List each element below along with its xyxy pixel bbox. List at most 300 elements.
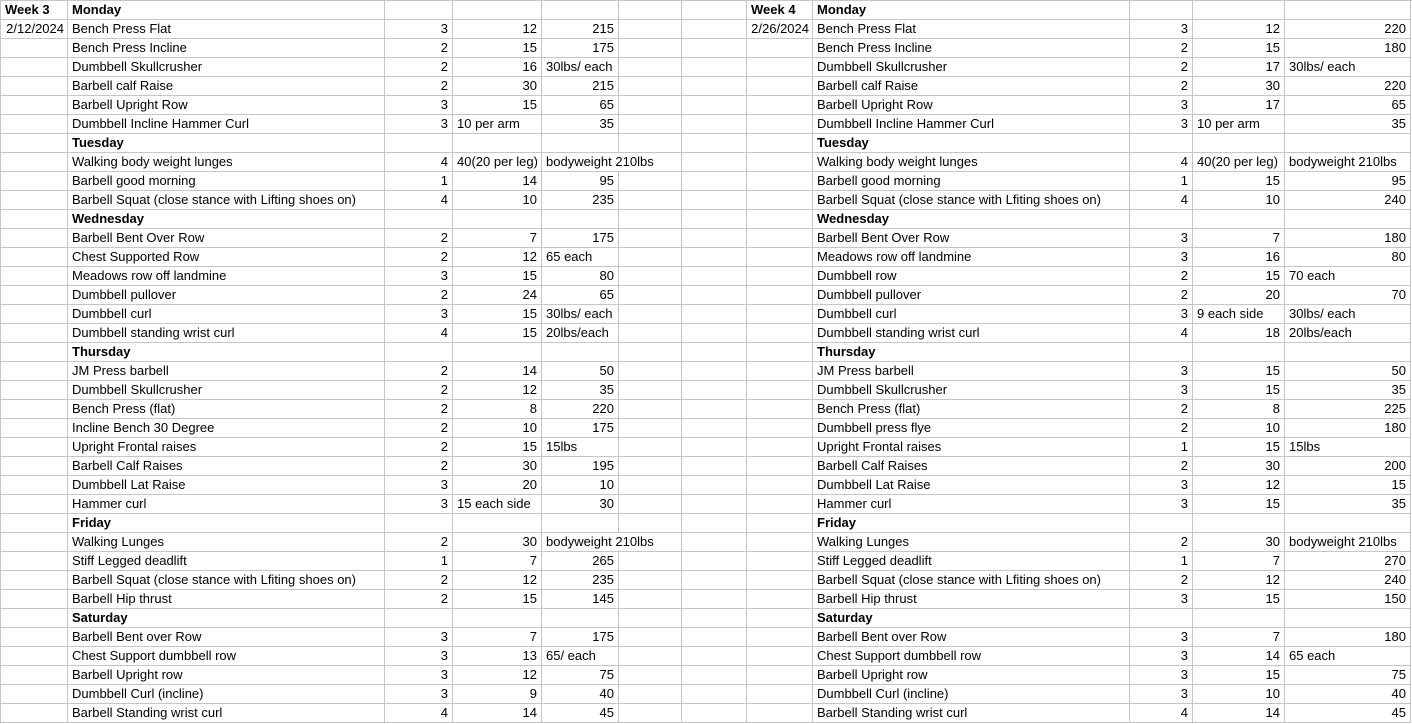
cell-day-header[interactable]: Thursday [68,343,385,362]
cell-reps[interactable]: 7 [1193,229,1285,248]
cell-gap-spacer[interactable] [682,286,747,305]
cell-reps[interactable]: 20 [453,476,542,495]
cell-reps[interactable]: 7 [1193,628,1285,647]
cell-reps[interactable]: 17 [1193,58,1285,77]
cell-sets[interactable]: 3 [1130,305,1193,324]
cell-exercise[interactable]: Upright Frontal raises [813,438,1130,457]
cell-reps[interactable]: 40(20 per leg) [1193,153,1285,172]
cell-sets[interactable]: 2 [385,457,453,476]
cell-reps[interactable] [453,514,542,533]
cell-sets[interactable]: 3 [1130,96,1193,115]
cell-day-header[interactable]: Tuesday [813,134,1130,153]
cell-spacer[interactable] [619,115,682,134]
cell-week-spacer[interactable] [1,248,68,267]
cell-gap-spacer[interactable] [682,476,747,495]
cell-weight[interactable]: 175 [542,419,619,438]
cell-reps[interactable]: 7 [453,552,542,571]
cell-exercise[interactable]: Stiff Legged deadlift [68,552,385,571]
cell-week-spacer[interactable] [1,419,68,438]
cell-day-header[interactable]: Thursday [813,343,1130,362]
cell-weight[interactable]: 65 [542,286,619,305]
cell-spacer[interactable] [619,20,682,39]
cell-gap-spacer[interactable] [682,704,747,723]
cell-exercise[interactable]: Barbell Upright Row [813,96,1130,115]
cell-weight[interactable]: 35 [542,381,619,400]
cell-week-spacer[interactable] [1,324,68,343]
cell-weight[interactable]: 220 [1285,77,1411,96]
cell-exercise[interactable]: Chest Support dumbbell row [68,647,385,666]
cell-week-spacer[interactable] [1,362,68,381]
cell-sets[interactable]: 3 [1130,115,1193,134]
cell-week-spacer[interactable] [747,286,813,305]
cell-sets[interactable]: 3 [1130,20,1193,39]
cell-week-spacer[interactable] [747,134,813,153]
cell-spacer[interactable] [619,609,682,628]
cell-exercise[interactable]: Dumbbell standing wrist curl [68,324,385,343]
cell-spacer[interactable] [619,495,682,514]
cell-weight[interactable]: 240 [1285,191,1411,210]
cell-sets[interactable]: 2 [385,77,453,96]
cell-week-spacer[interactable] [1,628,68,647]
cell-gap-spacer[interactable] [682,96,747,115]
cell-reps[interactable]: 30 [1193,457,1285,476]
cell-gap-spacer[interactable] [682,191,747,210]
cell-weight[interactable]: 45 [542,704,619,723]
cell-reps[interactable]: 24 [453,286,542,305]
cell-reps[interactable]: 15 each side [453,495,542,514]
cell-sets[interactable]: 2 [385,438,453,457]
cell-gap-spacer[interactable] [682,514,747,533]
cell-exercise[interactable]: Barbell Bent over Row [813,628,1130,647]
cell-weight[interactable]: 30lbs/ each [542,305,619,324]
cell-sets[interactable]: 3 [1130,248,1193,267]
cell-sets[interactable]: 3 [385,628,453,647]
cell-weight[interactable]: 35 [1285,381,1411,400]
cell-sets[interactable]: 1 [385,552,453,571]
cell-reps[interactable]: 7 [453,628,542,647]
cell-weight[interactable]: 30 [542,495,619,514]
cell-gap-spacer[interactable] [682,666,747,685]
cell-week-spacer[interactable] [1,609,68,628]
cell-spacer[interactable] [619,628,682,647]
cell-reps[interactable]: 10 [453,419,542,438]
cell-reps[interactable]: 40(20 per leg) [453,153,542,172]
cell-week-spacer[interactable] [1,172,68,191]
cell-weight[interactable]: 150 [1285,590,1411,609]
cell-reps[interactable] [453,210,542,229]
cell-week-label[interactable]: Week 4 [747,1,813,20]
cell-weight[interactable] [542,1,619,20]
cell-spacer[interactable] [619,457,682,476]
cell-reps[interactable]: 15 [1193,381,1285,400]
cell-exercise[interactable]: Barbell Hip thrust [813,590,1130,609]
cell-reps[interactable] [453,1,542,20]
cell-spacer[interactable] [619,362,682,381]
cell-reps[interactable]: 30 [1193,77,1285,96]
cell-weight[interactable] [542,514,619,533]
cell-reps[interactable]: 15 [1193,39,1285,58]
cell-spacer[interactable] [619,305,682,324]
cell-weight[interactable]: 195 [542,457,619,476]
cell-sets[interactable]: 2 [1130,419,1193,438]
cell-reps[interactable]: 15 [1193,590,1285,609]
cell-exercise[interactable]: Barbell Standing wrist curl [68,704,385,723]
cell-gap-spacer[interactable] [682,20,747,39]
cell-spacer[interactable] [619,400,682,419]
cell-exercise[interactable]: Barbell Upright Row [68,96,385,115]
cell-exercise[interactable]: Dumbbell Curl (incline) [68,685,385,704]
cell-gap-spacer[interactable] [682,552,747,571]
cell-exercise[interactable]: Bench Press Incline [813,39,1130,58]
cell-week-spacer[interactable] [1,457,68,476]
cell-reps[interactable]: 9 [453,685,542,704]
cell-exercise[interactable]: Dumbbell Skullcrusher [68,381,385,400]
cell-week-spacer[interactable] [1,305,68,324]
cell-exercise[interactable]: Barbell Squat (close stance with Lifting shoes on) [68,191,385,210]
cell-sets[interactable]: 3 [1130,685,1193,704]
cell-sets[interactable]: 3 [385,20,453,39]
cell-day-header[interactable]: Friday [68,514,385,533]
cell-exercise[interactable]: Dumbbell Skullcrusher [813,58,1130,77]
cell-sets[interactable]: 3 [1130,229,1193,248]
cell-weight[interactable]: 65 [1285,96,1411,115]
cell-day-header[interactable]: Friday [813,514,1130,533]
cell-sets[interactable]: 2 [1130,58,1193,77]
cell-week-spacer[interactable] [1,58,68,77]
cell-exercise[interactable]: Dumbbell press flye [813,419,1130,438]
cell-weight[interactable]: 50 [542,362,619,381]
cell-gap-spacer[interactable] [682,533,747,552]
cell-spacer[interactable] [619,229,682,248]
cell-exercise[interactable]: Barbell good morning [68,172,385,191]
cell-exercise[interactable]: Bench Press Incline [68,39,385,58]
cell-week-spacer[interactable] [1,286,68,305]
cell-exercise[interactable]: Dumbbell curl [68,305,385,324]
cell-spacer[interactable] [619,685,682,704]
cell-week-spacer[interactable] [1,191,68,210]
cell-reps[interactable] [453,134,542,153]
cell-weight[interactable]: 35 [1285,495,1411,514]
cell-reps[interactable]: 10 [453,191,542,210]
cell-weight[interactable] [1285,609,1411,628]
cell-weight[interactable]: 50 [1285,362,1411,381]
cell-exercise[interactable]: Dumbbell pullover [68,286,385,305]
cell-week-spacer[interactable] [747,381,813,400]
cell-exercise[interactable]: Dumbbell row [813,267,1130,286]
cell-weight[interactable] [1285,514,1411,533]
cell-sets[interactable]: 1 [1130,172,1193,191]
cell-exercise[interactable]: Barbell Squat (close stance with Lfiting shoes on) [813,191,1130,210]
cell-weight[interactable] [542,609,619,628]
cell-exercise[interactable]: Stiff Legged deadlift [813,552,1130,571]
cell-reps[interactable]: 12 [1193,476,1285,495]
cell-spacer[interactable] [619,134,682,153]
cell-reps[interactable]: 15 [453,39,542,58]
cell-spacer[interactable] [619,571,682,590]
cell-spacer[interactable] [619,666,682,685]
cell-exercise[interactable]: Dumbbell curl [813,305,1130,324]
cell-sets[interactable] [1130,514,1193,533]
cell-sets[interactable] [385,134,453,153]
cell-weight[interactable]: 215 [542,20,619,39]
cell-exercise[interactable]: Hammer curl [68,495,385,514]
cell-reps[interactable]: 15 [1193,438,1285,457]
cell-week-spacer[interactable] [747,96,813,115]
cell-sets[interactable]: 3 [1130,381,1193,400]
cell-spacer[interactable] [619,210,682,229]
cell-week-spacer[interactable] [1,115,68,134]
cell-reps[interactable]: 14 [453,362,542,381]
cell-gap-spacer[interactable] [682,419,747,438]
cell-reps[interactable]: 7 [1193,552,1285,571]
cell-exercise[interactable]: JM Press barbell [813,362,1130,381]
cell-weight[interactable]: 95 [1285,172,1411,191]
cell-day-header[interactable]: Monday [813,1,1130,20]
cell-exercise[interactable]: Barbell good morning [813,172,1130,191]
cell-gap-spacer[interactable] [682,381,747,400]
cell-weight[interactable]: 10 [542,476,619,495]
cell-reps[interactable]: 12 [1193,571,1285,590]
cell-sets[interactable] [1130,134,1193,153]
cell-exercise[interactable]: Dumbbell pullover [813,286,1130,305]
cell-exercise[interactable]: Dumbbell Skullcrusher [813,381,1130,400]
cell-sets[interactable]: 2 [1130,77,1193,96]
cell-sets[interactable] [385,514,453,533]
cell-sets[interactable]: 3 [385,267,453,286]
cell-reps[interactable]: 30 [1193,533,1285,552]
cell-week-spacer[interactable] [747,495,813,514]
cell-week-spacer[interactable] [1,438,68,457]
cell-weight[interactable]: 235 [542,191,619,210]
cell-reps[interactable]: 10 per arm [1193,115,1285,134]
cell-gap-spacer[interactable] [682,685,747,704]
cell-day-header[interactable]: Wednesday [813,210,1130,229]
cell-exercise[interactable]: JM Press barbell [68,362,385,381]
cell-reps[interactable]: 15 [453,438,542,457]
cell-week-spacer[interactable] [747,343,813,362]
cell-week-spacer[interactable] [1,343,68,362]
cell-sets[interactable]: 4 [385,191,453,210]
cell-sets[interactable] [1130,343,1193,362]
cell-reps[interactable] [1193,134,1285,153]
cell-sets[interactable]: 3 [1130,647,1193,666]
cell-week-spacer[interactable] [1,685,68,704]
cell-gap-spacer[interactable] [682,438,747,457]
cell-reps[interactable]: 14 [1193,647,1285,666]
cell-reps[interactable]: 12 [453,571,542,590]
cell-exercise[interactable]: Hammer curl [813,495,1130,514]
cell-weight[interactable]: 145 [542,590,619,609]
cell-week-spacer[interactable] [1,571,68,590]
cell-week-spacer[interactable] [1,39,68,58]
cell-week-spacer[interactable] [747,362,813,381]
cell-sets[interactable]: 2 [385,58,453,77]
cell-reps[interactable]: 8 [453,400,542,419]
cell-week-spacer[interactable] [747,704,813,723]
cell-exercise[interactable]: Barbell Bent over Row [68,628,385,647]
cell-weight[interactable]: 20lbs/each [542,324,619,343]
cell-reps[interactable]: 10 [1193,685,1285,704]
cell-gap-spacer[interactable] [682,590,747,609]
cell-weight[interactable]: 65/ each [542,647,619,666]
cell-reps[interactable]: 7 [453,229,542,248]
cell-sets[interactable]: 2 [385,419,453,438]
cell-gap-spacer[interactable] [682,153,747,172]
cell-exercise[interactable]: Meadows row off landmine [813,248,1130,267]
cell-sets[interactable]: 4 [385,704,453,723]
cell-exercise[interactable]: Barbell Squat (close stance with Lfiting shoes on) [68,571,385,590]
cell-reps[interactable]: 8 [1193,400,1285,419]
cell-exercise[interactable]: Dumbbell Lat Raise [813,476,1130,495]
cell-weight[interactable]: 240 [1285,571,1411,590]
cell-spacer[interactable] [619,381,682,400]
cell-sets[interactable]: 3 [385,495,453,514]
cell-weight[interactable]: 80 [542,267,619,286]
cell-sets[interactable]: 2 [385,39,453,58]
cell-sets[interactable]: 2 [1130,267,1193,286]
cell-week-label[interactable]: Week 3 [1,1,68,20]
cell-reps[interactable]: 14 [453,704,542,723]
cell-gap-spacer[interactable] [682,495,747,514]
cell-weight[interactable]: 235 [542,571,619,590]
cell-weight[interactable]: 80 [1285,248,1411,267]
cell-weight[interactable]: 175 [542,39,619,58]
cell-reps[interactable]: 20 [1193,286,1285,305]
cell-sets[interactable]: 1 [1130,552,1193,571]
cell-weight[interactable]: bodyweight 210lbs [542,533,682,552]
cell-reps[interactable]: 15 [453,590,542,609]
cell-weight[interactable] [542,210,619,229]
cell-week-spacer[interactable] [1,495,68,514]
cell-week-spacer[interactable] [747,305,813,324]
cell-sets[interactable]: 2 [385,286,453,305]
cell-week-spacer[interactable] [747,210,813,229]
cell-spacer[interactable] [619,191,682,210]
cell-reps[interactable]: 15 [1193,362,1285,381]
cell-sets[interactable]: 2 [385,571,453,590]
cell-gap-spacer[interactable] [682,571,747,590]
cell-weight[interactable]: 15lbs [542,438,619,457]
cell-gap-spacer[interactable] [682,647,747,666]
cell-reps[interactable]: 30 [453,533,542,552]
cell-weight[interactable]: 270 [1285,552,1411,571]
cell-weight[interactable]: 215 [542,77,619,96]
cell-reps[interactable]: 15 [453,324,542,343]
cell-weight[interactable]: 35 [542,115,619,134]
cell-sets[interactable]: 3 [385,647,453,666]
cell-week-spacer[interactable] [1,267,68,286]
cell-sets[interactable]: 1 [385,172,453,191]
cell-reps[interactable]: 15 [1193,666,1285,685]
cell-weight[interactable]: 220 [1285,20,1411,39]
cell-exercise[interactable]: Bench Press (flat) [813,400,1130,419]
cell-week-spacer[interactable] [747,77,813,96]
cell-week-spacer[interactable] [747,191,813,210]
cell-weight[interactable] [1285,1,1411,20]
cell-sets[interactable]: 2 [385,229,453,248]
cell-reps[interactable]: 12 [453,248,542,267]
cell-week-spacer[interactable] [747,419,813,438]
cell-week-spacer[interactable] [1,229,68,248]
cell-exercise[interactable]: Barbell Bent Over Row [68,229,385,248]
cell-week-spacer[interactable] [747,39,813,58]
cell-week-spacer[interactable] [747,457,813,476]
cell-exercise[interactable]: Incline Bench 30 Degree [68,419,385,438]
cell-weight[interactable]: 180 [1285,39,1411,58]
cell-weight[interactable]: 65 [542,96,619,115]
cell-weight[interactable]: 70 each [1285,267,1411,286]
cell-weight[interactable]: 95 [542,172,619,191]
cell-week-spacer[interactable] [747,533,813,552]
cell-reps[interactable]: 18 [1193,324,1285,343]
cell-reps[interactable]: 15 [453,267,542,286]
cell-sets[interactable] [385,609,453,628]
cell-reps[interactable]: 12 [1193,20,1285,39]
cell-week-spacer[interactable] [1,552,68,571]
cell-gap-spacer[interactable] [682,609,747,628]
cell-weight[interactable]: 175 [542,229,619,248]
cell-week-spacer[interactable] [1,400,68,419]
cell-exercise[interactable]: Upright Frontal raises [68,438,385,457]
cell-gap-spacer[interactable] [682,343,747,362]
cell-weight[interactable]: 180 [1285,229,1411,248]
cell-exercise[interactable]: Meadows row off landmine [68,267,385,286]
cell-weight[interactable]: 30lbs/ each [1285,58,1411,77]
cell-reps[interactable] [1193,1,1285,20]
cell-exercise[interactable]: Barbell Squat (close stance with Lfiting shoes on) [813,571,1130,590]
cell-gap-spacer[interactable] [682,248,747,267]
cell-sets[interactable]: 2 [385,590,453,609]
cell-week-spacer[interactable] [1,77,68,96]
cell-sets[interactable]: 2 [1130,286,1193,305]
cell-week-spacer[interactable] [747,267,813,286]
cell-exercise[interactable]: Walking Lunges [813,533,1130,552]
cell-weight[interactable] [542,134,619,153]
cell-sets[interactable]: 4 [1130,191,1193,210]
cell-week-spacer[interactable] [747,400,813,419]
cell-reps[interactable] [1193,514,1285,533]
cell-week-spacer[interactable] [747,685,813,704]
cell-reps[interactable]: 16 [453,58,542,77]
cell-week-spacer[interactable] [1,381,68,400]
cell-spacer[interactable] [619,96,682,115]
cell-gap-spacer[interactable] [682,1,747,20]
cell-sets[interactable] [385,210,453,229]
cell-reps[interactable]: 30 [453,457,542,476]
cell-spacer[interactable] [619,514,682,533]
cell-weight[interactable]: 35 [1285,115,1411,134]
cell-reps[interactable]: 15 [1193,267,1285,286]
cell-sets[interactable]: 3 [385,685,453,704]
cell-weight[interactable]: 70 [1285,286,1411,305]
cell-weight[interactable]: 175 [542,628,619,647]
cell-week-spacer[interactable] [747,248,813,267]
cell-sets[interactable]: 3 [1130,495,1193,514]
cell-reps[interactable]: 30 [453,77,542,96]
cell-week-spacer[interactable] [1,476,68,495]
cell-reps[interactable]: 10 per arm [453,115,542,134]
cell-weight[interactable]: 30lbs/ each [1285,305,1411,324]
cell-sets[interactable]: 2 [385,248,453,267]
cell-week-spacer[interactable] [1,533,68,552]
cell-exercise[interactable]: Bench Press Flat [813,20,1130,39]
cell-reps[interactable]: 16 [1193,248,1285,267]
cell-weight[interactable]: 15lbs [1285,438,1411,457]
cell-reps[interactable] [453,343,542,362]
cell-spacer[interactable] [619,1,682,20]
cell-reps[interactable] [1193,210,1285,229]
cell-spacer[interactable] [619,286,682,305]
